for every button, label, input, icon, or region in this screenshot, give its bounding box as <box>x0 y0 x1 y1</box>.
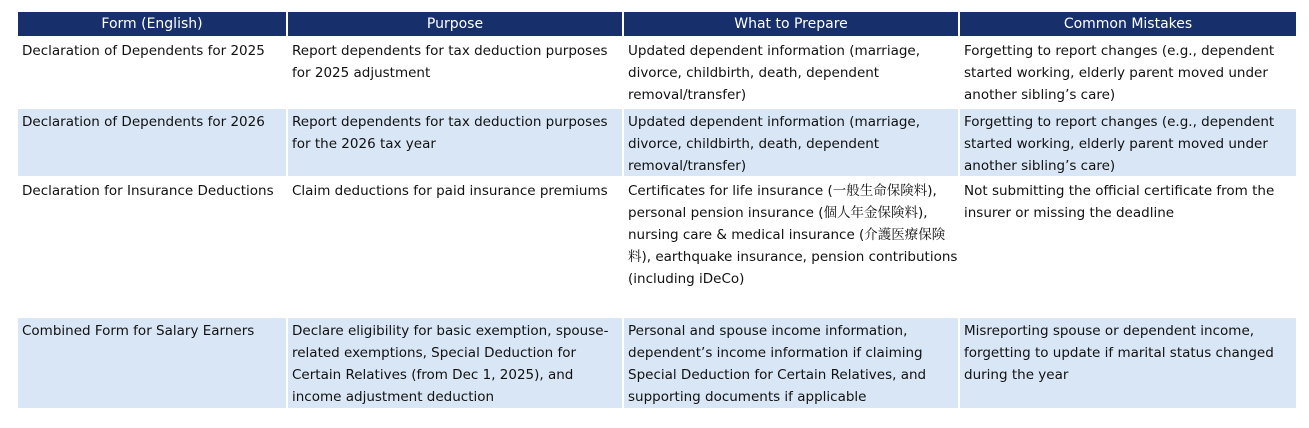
row-4-purpose: Declare eligibility for basic exemption, spouse-related exemptions, Special Deduction for Certain Relatives (from Dec 1, 2025), and income adjustment deduction <box>288 316 622 408</box>
row-3-purpose: Claim deductions for paid insurance premiums <box>288 176 622 316</box>
row-2-mistakes: Forgetting to report changes (e.g., dependent started working, elderly parent moved under another sibling’s care) <box>960 107 1296 176</box>
row-4-form: Combined Form for Salary Earners <box>18 316 286 408</box>
row-4-prepare: Personal and spouse income information, dependent’s income information if claiming Special Deduction for Certain Relatives, and supporting documents if applicable <box>624 316 958 408</box>
row-2-purpose: Report dependents for tax deduction purposes for the 2026 tax year <box>288 107 622 176</box>
row-1-form: Declaration of Dependents for 2025 <box>18 38 286 107</box>
row-4-mistakes: Misreporting spouse or dependent income, forgetting to update if marital status changed during the year <box>960 316 1296 408</box>
header-prepare: What to Prepare <box>624 12 958 36</box>
row-1-purpose: Report dependents for tax deduction purposes for 2025 adjustment <box>288 38 622 107</box>
row-3-form: Declaration for Insurance Deductions <box>18 176 286 316</box>
header-purpose: Purpose <box>288 12 622 36</box>
forms-table <box>18 12 1296 408</box>
row-2-prepare: Updated dependent information (marriage, divorce, childbirth, death, dependent removal/transfer) <box>624 107 958 176</box>
row-3-mistakes: Not submitting the official certificate from the insurer or missing the deadline <box>960 176 1296 316</box>
row-1-mistakes: Forgetting to report changes (e.g., dependent started working, elderly parent moved under another sibling’s care) <box>960 38 1296 107</box>
header-form: Form (English) <box>18 12 286 36</box>
header-mistakes: Common Mistakes <box>960 12 1296 36</box>
row-3-prepare: Certificates for life insurance (一般生命保険料), personal pension insurance (個人年金保険料), nursing care & medical insurance (介護医療保険料), earthquake insurance, pension contributions (including iDeCo) <box>624 176 958 316</box>
row-2-form: Declaration of Dependents for 2026 <box>18 107 286 176</box>
row-1-prepare: Updated dependent information (marriage, divorce, childbirth, death, dependent removal/transfer) <box>624 38 958 107</box>
